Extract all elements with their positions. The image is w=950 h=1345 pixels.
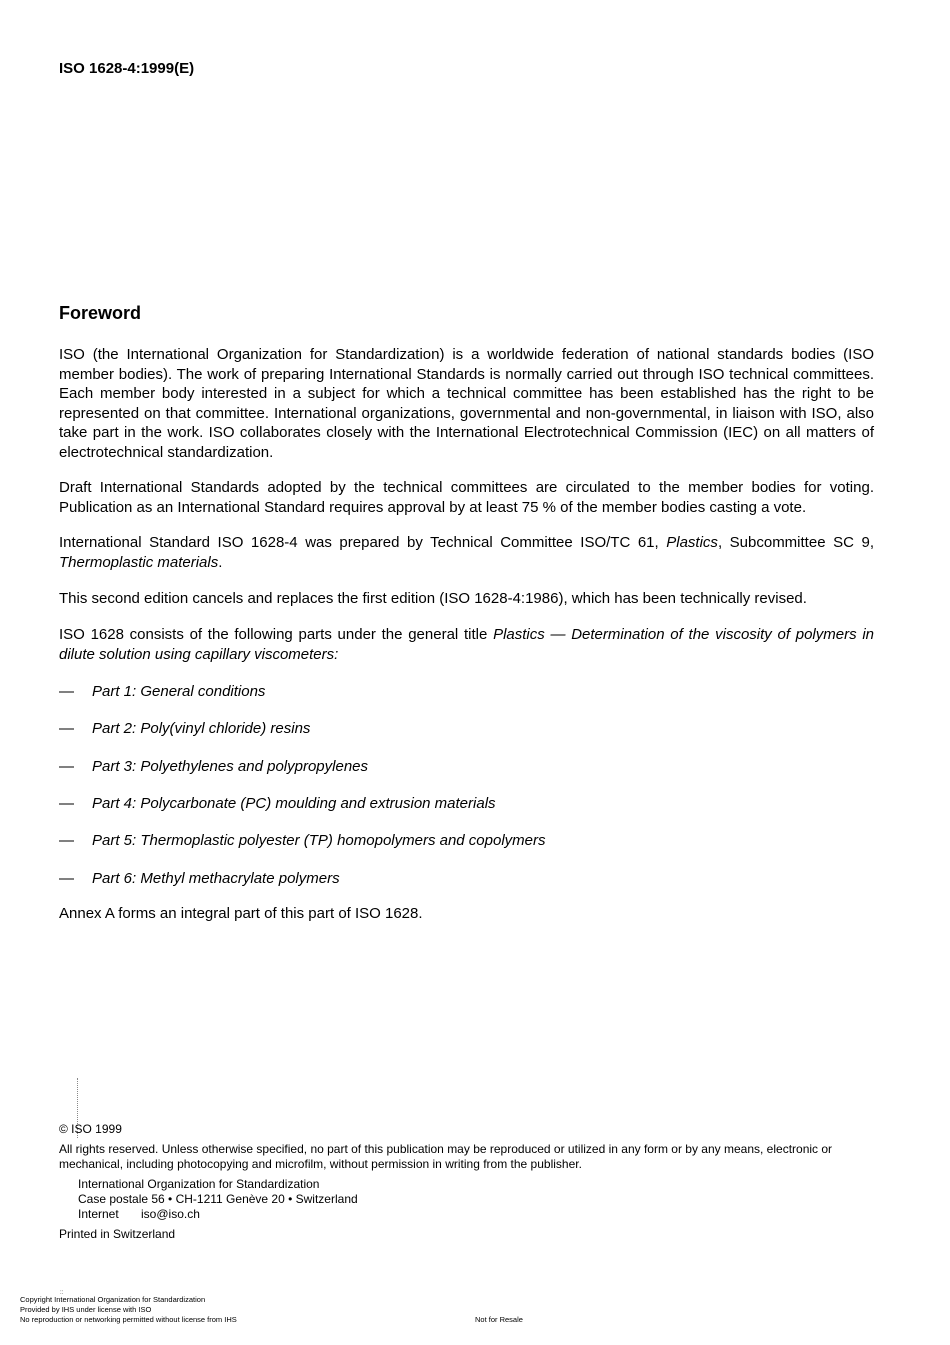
p3-text-e: . xyxy=(218,553,223,571)
list-item-part-4 xyxy=(59,794,496,813)
p5-text-a: ISO 1628 consists of the following parts under the general title xyxy=(59,626,494,643)
org-address: Case postale 56 • CH-1211 Genève 20 • Switzerland xyxy=(78,1192,358,1206)
list-dash: — xyxy=(59,758,74,775)
list-item-text: Part 6: Methyl methacrylate polymers xyxy=(92,870,340,887)
list-item-part-3 xyxy=(59,757,368,776)
foreword-heading: Foreword xyxy=(59,303,142,323)
list-item-part-2 xyxy=(59,719,310,738)
foreword-paragraph-1: ISO (the International Organization for Standardization) is a worldwide federation of national standards bodies (ISO member bodies). The work of preparing International Standards is normally carried out through ISO technical committees. Each member body interested in a subject for which a technical committee has been established has the right to be represented on that committee. International organizations, governmental and non-governmental, in liaison with ISO, also take part in the work. ISO collaborates closely with the International Electrotechnical Commission (IEC) on all matters of electrotechnical standardization. xyxy=(59,346,874,461)
foreword-paragraph-2: Draft International Standards adopted by the technical committees are circulated to the member bodies for voting. Publication as an International Standard requires approval by at least 75 % of the member bodies casting a vote. xyxy=(59,479,874,516)
list-item-part-5 xyxy=(59,831,546,850)
internet-email: iso@iso.ch xyxy=(141,1207,200,1221)
document-id-header: ISO 1628-4:1999(E) xyxy=(59,60,195,77)
list-dash: — xyxy=(59,683,74,700)
p3-text-c: , Subcommittee SC 9, xyxy=(717,534,874,551)
list-item-text: Part 3: Polyethylenes and polypropylenes xyxy=(92,758,369,775)
scan-artifact-dots: :: xyxy=(60,1290,64,1296)
printed-in: Printed in Switzerland xyxy=(59,1227,176,1241)
copyright-line: © ISO 1999 xyxy=(59,1122,122,1136)
org-name: International Organization for Standardization xyxy=(78,1177,320,1191)
foreword-paragraph-3 xyxy=(59,533,874,572)
internet-label: Internet xyxy=(78,1207,119,1221)
list-dash: — xyxy=(59,870,74,887)
footer-not-for-resale: Not for Resale xyxy=(475,1315,523,1324)
p5-general-title: Plastics — Determination of the viscosity of polymers in dilute solution using capillary viscometers: xyxy=(59,626,874,663)
p3-plastics: Plastics xyxy=(666,534,718,551)
list-item-text: Part 1: General conditions xyxy=(92,683,266,700)
p3-thermoplastic: Thermoplastic materials xyxy=(59,553,219,571)
list-dash: — xyxy=(59,720,74,737)
list-dash: — xyxy=(59,832,74,849)
list-dash: — xyxy=(59,795,74,812)
footer-provided: Provided by IHS under license with ISO xyxy=(20,1305,152,1314)
list-item-text: Part 4: Polycarbonate (PC) moulding and extrusion materials xyxy=(92,795,496,812)
list-item-part-6 xyxy=(59,869,340,888)
list-item-part-1 xyxy=(59,682,265,701)
list-item-text: Part 5: Thermoplastic polyester (TP) homopolymers and copolymers xyxy=(92,832,546,849)
org-internet xyxy=(78,1207,200,1222)
rights-statement: All rights reserved. Unless otherwise specified, no part of this publication may be reproduced or utilized in any form or by any means, electronic or mechanical, including photocopying and microfilm, without permission in writing from the publisher. xyxy=(59,1142,833,1171)
foreword-paragraph-4: This second edition cancels and replaces the first edition (ISO 1628-4:1986), which has been technically revised. xyxy=(59,590,807,607)
list-item-text: Part 2: Poly(vinyl chloride) resins xyxy=(92,720,311,737)
p3-text-a: International Standard ISO 1628-4 was prepared by Technical Committee ISO/TC 61, xyxy=(59,534,667,551)
footer-no-reproduction: No reproduction or networking permitted without license from IHS xyxy=(20,1315,237,1324)
foreword-paragraph-5 xyxy=(59,625,874,664)
footer-copyright: Copyright International Organization for Standardization xyxy=(20,1295,206,1304)
foreword-paragraph-6: Annex A forms an integral part of this part of ISO 1628. xyxy=(59,905,423,922)
